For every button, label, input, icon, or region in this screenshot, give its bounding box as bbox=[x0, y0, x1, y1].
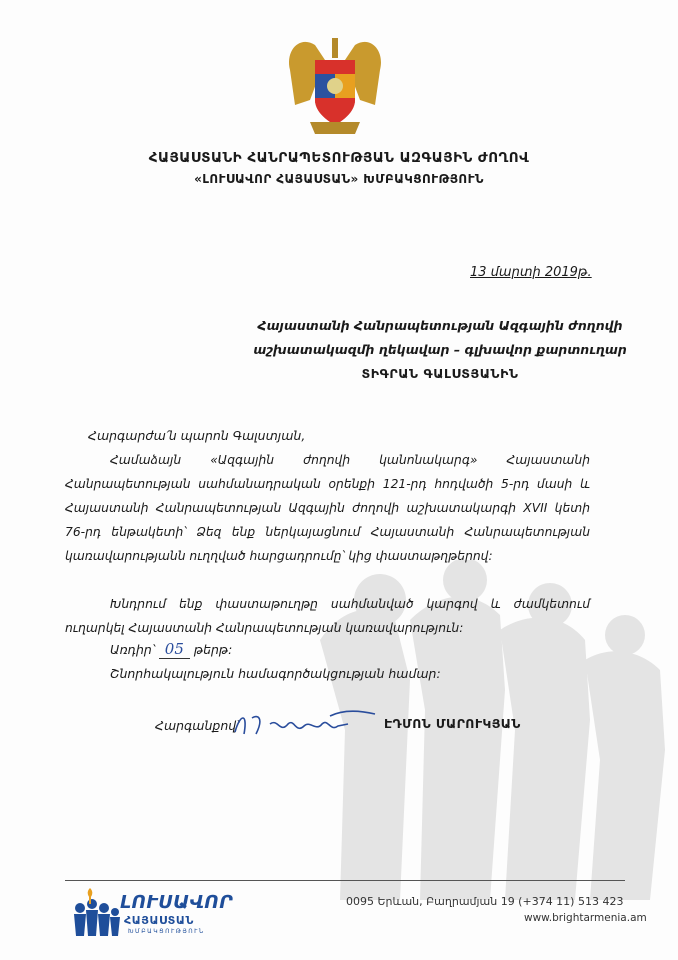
closing-phrase: Հարգանքով՝ bbox=[155, 718, 240, 733]
footer-website-link[interactable]: www.brightarmenia.am bbox=[524, 912, 647, 924]
letter-date: 13 մարտի 2019թ. bbox=[470, 265, 592, 280]
header-faction: «ԼՈՒՍԱՎՈՐ ՀԱՅԱՍՏԱՆ» ԽՄԲԱԿՑՈՒԹՅՈՒՆ bbox=[194, 172, 484, 186]
attachment-line bbox=[110, 640, 232, 658]
handwritten-signature-image bbox=[230, 704, 380, 744]
footer-contact: 0095 Երևան, Բաղրամյան 19 (+374 11) 513 423 bbox=[346, 895, 624, 908]
header-institution: ՀԱՅԱՍՏԱՆԻ ՀԱՆՐԱՊԵՏՈՒԹՅԱՆ ԱԶԳԱՅԻՆ ԺՈՂՈՎ bbox=[148, 150, 530, 166]
coat-of-arms-image bbox=[280, 30, 390, 140]
body-paragraph-2: Խնդրում ենք փաստաթուղթը սահմանված կարգով և ժամկետում ուղարկել Հայաստանի Հանրապետության կառավարություն: bbox=[65, 597, 590, 635]
greeting: Հարգարժա՛ն պարոն Գալստյան, bbox=[88, 428, 306, 443]
signer-name: ԷԴՄՈՆ ՄԱՐՈՒԿՅԱՆ bbox=[384, 716, 521, 731]
addressee-line-2: աշխատակազմի ղեկավար – գլխավոր քարտուղար bbox=[253, 342, 627, 357]
footer-divider bbox=[65, 880, 625, 881]
attachment-count: 05 bbox=[159, 640, 190, 659]
footer-logo-line3: ԽՄԲԱԿՑՈՒԹՅՈՒՆ bbox=[128, 928, 205, 935]
footer-logo-line2: ՀԱՅԱՍՏԱՆ bbox=[124, 914, 194, 927]
attachment-suffix: թերթ: bbox=[193, 642, 233, 657]
body-paragraph-1: Համաձայն «Ազգային ժողովի կանոնակարգ» Հայաստանի Հանրապետության սահմանադրական օրենքի 121-րդ հոդվածի 5-րդ մասի և Հայաստանի Հանրապետության Ազգային ժողովի աշխատակարգի XVII կետի 76-րդ ենթակետի՝ Ձեզ ենք ներկայացնում Հայաստանի Հանրապետության կառավարությանն ուղղված հարցադրումը՝ կից փաստաթղթերով: bbox=[65, 453, 590, 563]
footer-logo-line1: ԼՈՒՍԱՎՈՐ bbox=[120, 892, 233, 913]
addressee-name: ՏԻԳՐԱՆ ԳԱԼՍՏՅԱՆԻՆ bbox=[361, 366, 519, 381]
thanks-line: Շնորհակալություն համագործակցության համար: bbox=[110, 666, 441, 681]
addressee-line-1: Հայաստանի Հանրապետության Ազգային ժողովի bbox=[257, 318, 623, 333]
attachment-prefix: Առդիր՝ bbox=[110, 642, 155, 657]
